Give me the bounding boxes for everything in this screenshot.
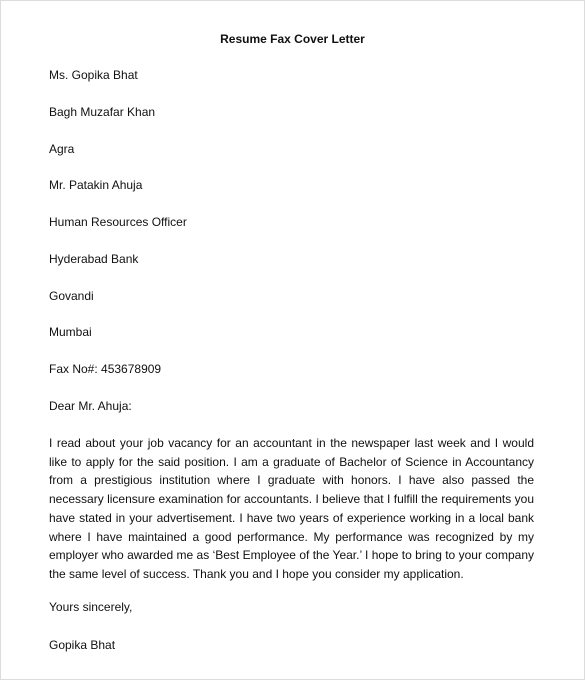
document-title: Resume Fax Cover Letter <box>220 32 365 46</box>
signature-name: Gopika Bhat <box>49 638 116 652</box>
salutation: Dear Mr. Ahuja: <box>49 399 132 413</box>
fax-number: Fax No#: 453678909 <box>49 362 162 376</box>
recipient-name: Mr. Patakin Ahuja <box>49 178 143 192</box>
recipient-company: Hyderabad Bank <box>49 252 139 266</box>
sender-address-line: Bagh Muzafar Khan <box>49 105 156 119</box>
closing: Yours sincerely, <box>49 600 133 614</box>
body-paragraph: I read about your job vacancy for an accountant in the newspaper last week and I would like to apply for the said position. I am a graduate of Bachelor of Science in Accountancy from a prestigious institution where I graduate with honors. I have also passed the necessary licensure examination for accountants. I believe that I fulfill the requirements you have stated in your advertisement. I have two years of experience working in a local bank where I have maintained a good performance. My performance was recognized by my employer who awarded me as ‘Best Employee of the Year.’ I hope to bring to your company the same level of success. Thank you and I hope you consider my application. <box>49 436 534 581</box>
sender-name: Ms. Gopika Bhat <box>49 68 138 82</box>
sender-city: Agra <box>49 142 75 156</box>
recipient-address-line: Govandi <box>49 289 94 303</box>
recipient-city: Mumbai <box>49 325 92 339</box>
recipient-title: Human Resources Officer <box>49 215 187 229</box>
